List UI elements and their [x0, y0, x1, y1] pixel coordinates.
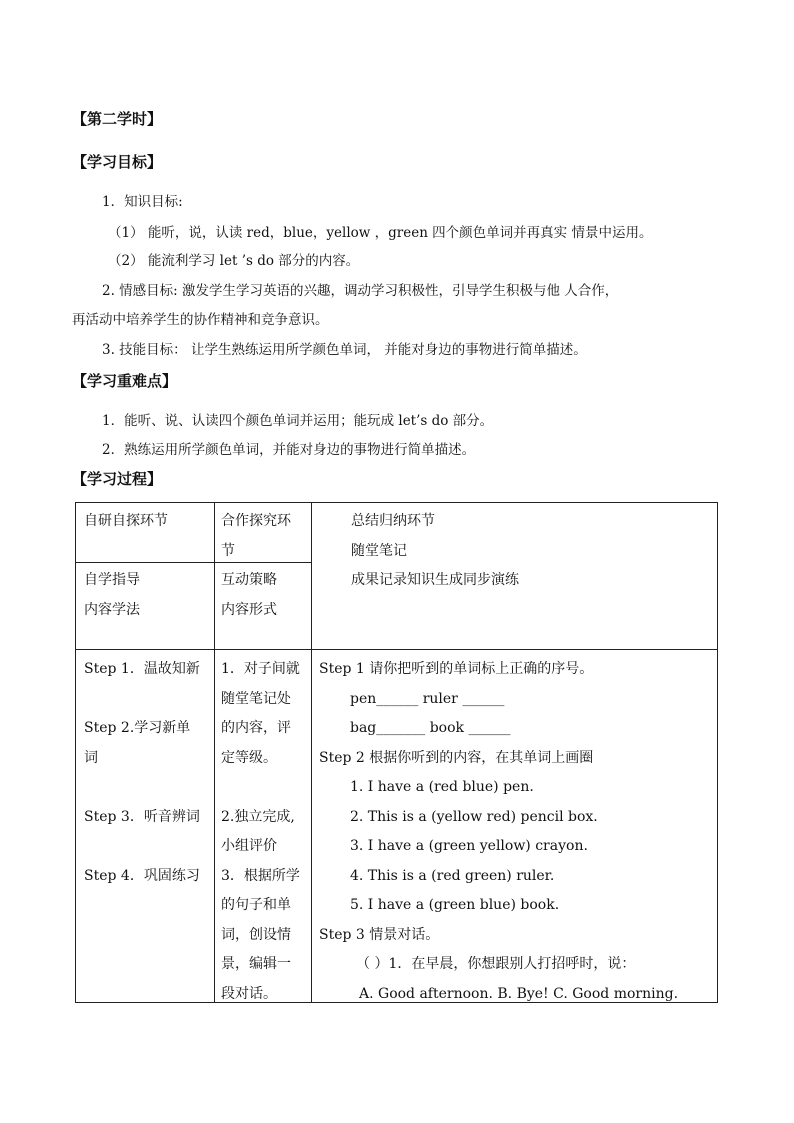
- col2-line: 定等级。: [221, 749, 277, 766]
- table-row-divider-2: [75, 649, 718, 650]
- col3-bag-book: bag_______ book ______: [350, 720, 511, 736]
- col2-line: 段对话。: [221, 985, 277, 1002]
- col2-line: 随堂笔记处: [221, 690, 291, 707]
- table-border-left: [75, 502, 76, 1003]
- step-2-label-a: Step 2.学习新单: [84, 720, 191, 736]
- table-body-col2: [221, 655, 300, 1009]
- step-4-label: Step 4．巩固练习: [84, 867, 200, 884]
- table-header-col1-row2: 自学指导 内容学法: [84, 572, 140, 618]
- objective-2-line2: 再活动中培养学生的协作精神和竞争意识。: [72, 312, 329, 328]
- table-border-right: [717, 502, 718, 1003]
- key-point-1: 1．能听、说、认读四个颜色单词并运用；能玩成 let’s do 部分。: [102, 413, 494, 429]
- table-header-col3: 总结归纳环节 随堂笔记 成果记录知识生成同步演练: [351, 513, 519, 588]
- table-header-col2-row1: 合作探究环 节: [221, 513, 291, 559]
- col2-line: 的内容，评: [221, 720, 291, 736]
- col3-item-2: 2. This is a (yellow red) pencil box.: [350, 808, 598, 825]
- objective-2-line1: 2. 情感目标: 激发学生学习英语的兴趣，调动学习积极性，引导学生积极与他 人合作，: [102, 283, 619, 299]
- table-col-divider-1: [214, 502, 215, 1003]
- section-hour-heading: 【第二学时】: [72, 110, 163, 128]
- col3-step3: Step 3 情景对话。: [319, 926, 440, 943]
- col2-line: [221, 773, 300, 803]
- key-point-2: 2．熟练运用所学颜色单词，并能对身边的事物进行简单描述。: [102, 442, 476, 458]
- col3-item-3: 3. I have a (green yellow) crayon.: [350, 838, 588, 854]
- col2-line: 景，编辑一: [221, 956, 291, 972]
- col3-step1: Step 1 请你把听到的单词标上正确的序号。: [319, 661, 594, 677]
- table-header-col1-row1: 自研自探环节: [84, 513, 168, 529]
- col3-item-1: 1. I have a (red blue) pen.: [350, 779, 534, 795]
- table-body-col3: [319, 655, 678, 1009]
- col2-line: 的句子和单: [221, 897, 291, 913]
- objectives-heading: 【学习目标】: [72, 153, 163, 171]
- col2-line: 2.独立完成,: [221, 808, 295, 825]
- col3-pen-ruler: pen______ ruler ______: [350, 690, 505, 707]
- col2-line: 1．对子间就: [221, 661, 300, 677]
- table-border-top: [75, 502, 718, 503]
- col3-question-1: （ ）1．在早晨，你想跟别人打招呼时，说：: [356, 956, 636, 972]
- process-heading: 【学习过程】: [72, 470, 163, 488]
- objective-1-1: （1） 能听，说，认读 red，blue，yellow ，green 四个颜色单词并再真实 情景中运用。: [108, 225, 653, 241]
- objective-1-2: （2） 能流利学习 let ’s do 部分的内容。: [108, 253, 360, 269]
- col3-step2: Step 2 根据你听到的内容，在其单词上画圈: [319, 749, 594, 766]
- step-1-label: Step 1．温故知新: [84, 661, 200, 677]
- step-2-label-b: 词: [84, 749, 98, 766]
- table-header-col2-row2: 互动策略 内容形式: [221, 572, 277, 618]
- col2-line: 3．根据所学: [221, 867, 300, 884]
- col3-question-1-options: A. Good afternoon. B. Bye! C. Good morning.: [359, 985, 679, 1002]
- col3-item-5: 5. I have a (green blue) book.: [350, 897, 560, 913]
- col3-item-4: 4. This is a (red green) ruler.: [350, 867, 555, 884]
- objective-3: 3. 技能目标： 让学生熟练运用所学颜色单词， 并能对身边的事物进行简单描述。: [102, 342, 587, 358]
- step-3-label: Step 3．听音辨词: [84, 808, 200, 825]
- objective-1: 1．知识目标:: [102, 194, 183, 210]
- key-points-heading: 【学习重难点】: [72, 372, 178, 390]
- table-body-col1: [84, 655, 200, 891]
- col2-line: 词，创设情: [221, 926, 291, 943]
- table-col-divider-2: [311, 502, 312, 1003]
- col2-line: 小组评价: [221, 838, 277, 854]
